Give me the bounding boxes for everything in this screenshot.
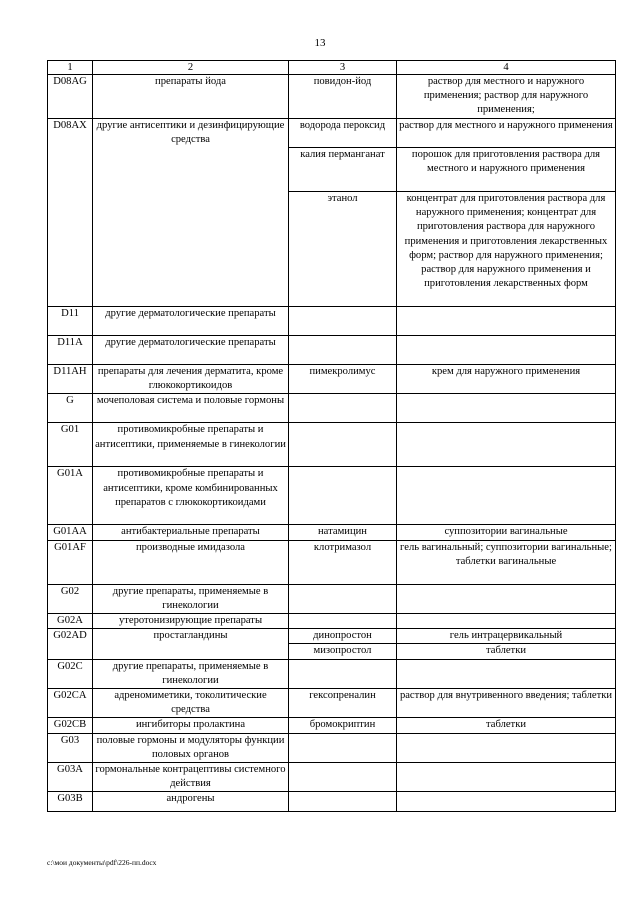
drug-name (289, 307, 397, 336)
group-name: мочеполовая система и половые гормоны (93, 394, 289, 423)
drug-name (289, 336, 397, 365)
group-name: гормональные контрацептивы системного действия (93, 763, 289, 792)
header-cell: 4 (397, 61, 616, 75)
atc-code: D11AH (48, 365, 93, 394)
atc-code: G02CA (48, 689, 93, 718)
atc-code: G02C (48, 659, 93, 688)
dosage-form: порошок для приготовления раствора для местного и наружного применения (397, 148, 616, 192)
dosage-form (397, 659, 616, 688)
drug-name (289, 792, 397, 812)
table-row (48, 365, 616, 394)
dosage-form (397, 394, 616, 423)
drug-name (289, 659, 397, 688)
group-name: андрогены (93, 792, 289, 812)
group-name: другие дерматологические препараты (93, 307, 289, 336)
table-row (48, 467, 616, 525)
table-row (48, 119, 616, 148)
drug-name (289, 394, 397, 423)
group-name: другие антисептики и дезинфицирующие средства (93, 119, 289, 307)
drug-name: повидон-йод (289, 75, 397, 119)
header-cell: 2 (93, 61, 289, 75)
drug-name: натамицин (289, 525, 397, 540)
drug-name: мизопростол (289, 644, 397, 659)
drug-name (289, 733, 397, 762)
table-row (48, 75, 616, 119)
group-name: другие препараты, применяемые в гинекологии (93, 584, 289, 613)
drug-name: бромокриптин (289, 718, 397, 733)
atc-code: D08AX (48, 119, 93, 307)
drug-name: гексопреналин (289, 689, 397, 718)
drug-table (47, 60, 616, 812)
table-row (48, 423, 616, 467)
drug-name: водорода пероксид (289, 119, 397, 148)
dosage-form: таблетки (397, 644, 616, 659)
group-name: препараты йода (93, 75, 289, 119)
dosage-form (397, 423, 616, 467)
table-row (48, 540, 616, 584)
atc-code: D08AG (48, 75, 93, 119)
atc-code: G01AF (48, 540, 93, 584)
table-row (48, 689, 616, 718)
table-row (48, 659, 616, 688)
table-row (48, 629, 616, 644)
group-name: другие дерматологические препараты (93, 336, 289, 365)
drug-name: этанол (289, 192, 397, 307)
dosage-form: раствор для внутривенного введения; таблетки (397, 689, 616, 718)
atc-code: D11A (48, 336, 93, 365)
group-name: противомикробные препараты и антисептики, применяемые в гинекологии (93, 423, 289, 467)
drug-name: калия перманганат (289, 148, 397, 192)
group-name: противомикробные препараты и антисептики, кроме комбинированных препаратов с глюкокортикоидами (93, 467, 289, 525)
drug-name: клотримазол (289, 540, 397, 584)
group-name: адреномиметики, токолитические средства (93, 689, 289, 718)
page-number: 13 (314, 37, 326, 49)
table-row (48, 763, 616, 792)
header-cell: 1 (48, 61, 93, 75)
drug-name (289, 467, 397, 525)
dosage-form: концентрат для приготовления раствора для наружного применения; концентрат для приготовления раствора для наружного применения и приготовления лекарственных форм; раствор для наружного применения; раствор для наружного применения и приготовления лекарственных форм (397, 192, 616, 307)
atc-code: D11 (48, 307, 93, 336)
group-name: препараты для лечения дерматита, кроме глюкокортикоидов (93, 365, 289, 394)
dosage-form (397, 584, 616, 613)
drug-name (289, 763, 397, 792)
table-row (48, 336, 616, 365)
dosage-form: раствор для местного и наружного применения; раствор для наружного применения; (397, 75, 616, 119)
atc-code: G02CB (48, 718, 93, 733)
dosage-form: раствор для местного и наружного применения (397, 119, 616, 148)
group-name: производные имидазола (93, 540, 289, 584)
dosage-form (397, 336, 616, 365)
table-row (48, 307, 616, 336)
dosage-form (397, 614, 616, 629)
drug-name: пимекролимус (289, 365, 397, 394)
dosage-form (397, 733, 616, 762)
atc-code: G02 (48, 584, 93, 613)
drug-name (289, 584, 397, 613)
atc-code: G03A (48, 763, 93, 792)
drug-name (289, 614, 397, 629)
table-row (48, 614, 616, 629)
dosage-form (397, 467, 616, 525)
atc-code: G02A (48, 614, 93, 629)
group-name: другие препараты, применяемые в гинекологии (93, 659, 289, 688)
dosage-form (397, 307, 616, 336)
atc-code: G01 (48, 423, 93, 467)
dosage-form: суппозитории вагинальные (397, 525, 616, 540)
group-name: половые гормоны и модуляторы функции половых органов (93, 733, 289, 762)
table-row (48, 584, 616, 613)
atc-code: G (48, 394, 93, 423)
dosage-form: таблетки (397, 718, 616, 733)
dosage-form: крем для наружного применения (397, 365, 616, 394)
atc-code: G03B (48, 792, 93, 812)
atc-code: G02AD (48, 629, 93, 659)
dosage-form (397, 763, 616, 792)
drug-name (289, 423, 397, 467)
table-row (48, 525, 616, 540)
atc-code: G03 (48, 733, 93, 762)
group-name: простагландины (93, 629, 289, 659)
table-row (48, 718, 616, 733)
dosage-form (397, 792, 616, 812)
dosage-form: гель вагинальный; суппозитории вагинальные; таблетки вагинальные (397, 540, 616, 584)
table-header-row (48, 61, 616, 75)
atc-code: G01AA (48, 525, 93, 540)
atc-code: G01A (48, 467, 93, 525)
table-row (48, 792, 616, 812)
group-name: ингибиторы пролактина (93, 718, 289, 733)
file-path-footer: c:\мои документы\pdf\226-пп.docx (47, 858, 157, 867)
header-cell: 3 (289, 61, 397, 75)
group-name: антибактериальные препараты (93, 525, 289, 540)
table-row (48, 394, 616, 423)
dosage-form: гель интрацервикальный (397, 629, 616, 644)
group-name: утеротонизирующие препараты (93, 614, 289, 629)
table-row (48, 733, 616, 762)
drug-name: динопростон (289, 629, 397, 644)
